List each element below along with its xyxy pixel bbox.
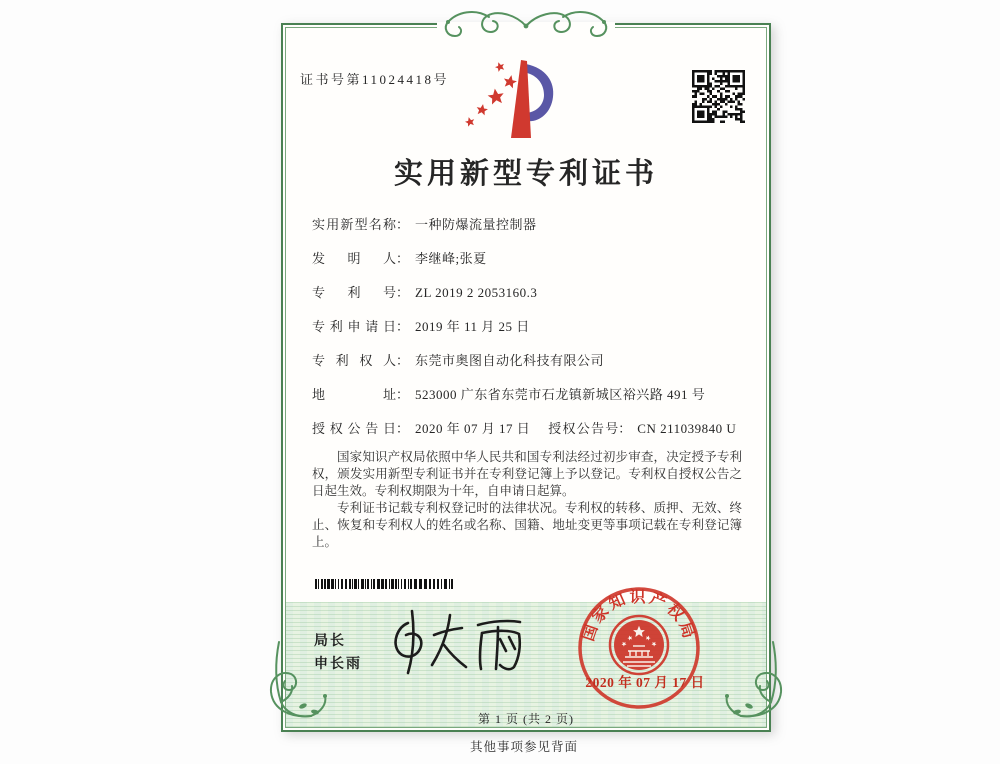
field-row: 专利申请日： 2019 年 11 月 25 日: [312, 310, 742, 344]
seal-text: 国家知识产权局: [580, 588, 698, 644]
qr-code: [692, 70, 745, 123]
field-value: ZL 2019 2 2053160.3: [415, 285, 538, 300]
field-value: 一种防爆流量控制器: [415, 217, 537, 232]
officer-block: [314, 629, 362, 675]
field-value: 2019 年 11 月 25 日: [415, 319, 530, 334]
signature-handwriting: [378, 601, 528, 681]
field-row: 专利号： ZL 2019 2 2053160.3: [312, 276, 742, 310]
barcode: [315, 576, 457, 586]
dragon-ornament-icon: [431, 8, 621, 50]
field-list: [312, 208, 742, 446]
legal-text: [312, 449, 742, 551]
back-note: 其他事项参见背面: [469, 740, 578, 754]
field-label: 实用新型名称: [312, 217, 396, 232]
field-label: 授权公告号: [548, 421, 619, 436]
field-row: 授权公告日： 2020 年 07 月 17 日 授权公告号： CN 211039840 U: [312, 412, 742, 446]
field-row: 发明人： 李继峰;张夏: [312, 242, 742, 276]
field-row: 地址： 523000 广东省东莞市石龙镇新城区裕兴路 491 号: [312, 378, 742, 412]
certificate-title: 实用新型专利证书: [393, 158, 658, 190]
body-paragraph: 专利证书记载专利权登记时的法律状况。专利权的转移、质押、无效、终止、恢复和专利权人的姓名或名称、国籍、地址变更等事项记载在专利登记簿上。: [312, 501, 742, 549]
field-value: CN 211039840 U: [637, 421, 737, 436]
officer-name: 申长雨: [314, 655, 362, 671]
certificate-page: [281, 23, 771, 732]
field-label: 专利申请日: [312, 319, 396, 334]
corner-flourish-icon: [711, 638, 789, 722]
official-seal: [573, 582, 705, 714]
field-label: 授权公告日: [312, 421, 396, 436]
officer-title: 局长: [314, 632, 346, 648]
field-value: 2020 年 07 月 17 日: [415, 421, 531, 436]
field-label: 专利号: [312, 285, 396, 300]
field-value: 东莞市奥图自动化科技有限公司: [415, 353, 605, 368]
seal-date: 2020 年 07 月 17 日: [585, 675, 705, 690]
field-value: 李继峰;张夏: [415, 251, 487, 266]
field-label: 专利权人: [312, 353, 396, 368]
field-row: 专利权人： 东莞市奥图自动化科技有限公司: [312, 344, 742, 378]
certificate-number: 证书号第11024418号: [300, 72, 450, 87]
field-label: 地址: [312, 387, 396, 402]
field-value: 523000 广东省东莞市石龙镇新城区裕兴路 491 号: [415, 387, 706, 402]
body-paragraph: 国家知识产权局依照中华人民共和国专利法经过初步审查，决定授予专利权，颁发实用新型专利证书并在专利登记簿上予以登记。专利权自授权公告之日起生效。专利权期限为十年，自申请日起算。: [312, 450, 742, 498]
field-label: 发明人: [312, 251, 396, 266]
page-number: 第 1 页 (共 2 页): [478, 712, 574, 726]
cnipa-logo-icon: [460, 58, 556, 142]
field-row: 实用新型名称： 一种防爆流量控制器: [312, 208, 742, 242]
national-emblem-icon: [610, 616, 668, 674]
